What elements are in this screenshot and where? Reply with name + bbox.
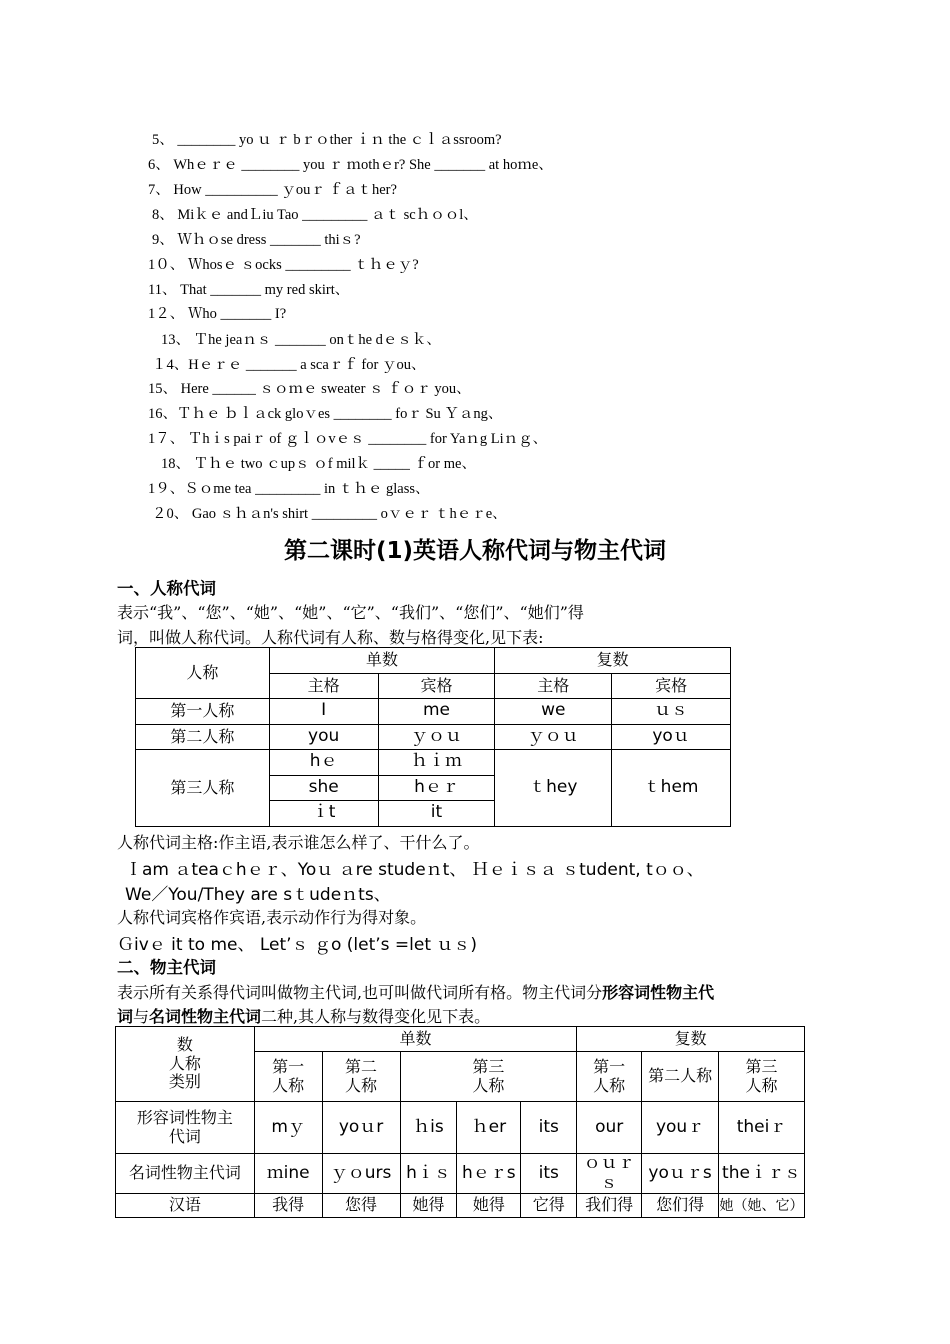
table-cell: ｏｕｒｓ — [577, 1154, 642, 1194]
row-label: 第三人称 — [136, 750, 270, 827]
exercise-line: 1９、Ｓｏme tea _________ in ｔｈｅ glass、 — [148, 481, 430, 497]
intro-text-plain: 二种,其人称与数得变化见下表。 — [261, 1007, 491, 1026]
header-person: 人称 — [136, 648, 270, 699]
row-label: 形容词性物主 代词 — [116, 1102, 255, 1154]
row-label: 第一人称 — [136, 699, 270, 725]
header-third-person: 第三 人称 — [719, 1052, 805, 1102]
exercise-line: 7、 How __________ ｙouｒ ｆａｔher? — [148, 182, 397, 198]
exercise-line: 1７、 Ｔhｉs paiｒ of ｇｌｏvｅｓ ________ for Yaｎg Liｎｇ、 — [148, 431, 548, 447]
table-cell: we — [495, 699, 612, 725]
table-cell: yoｕr — [322, 1102, 400, 1154]
term-noun-possessive: 名词性物主代词 — [149, 1007, 262, 1026]
table-cell: our — [577, 1102, 642, 1154]
table-row — [136, 750, 731, 776]
example-sentence: We／You/They are sｔudeｎts、 — [125, 885, 391, 905]
corner-type: 类别 — [168, 1072, 201, 1092]
personal-pronoun-table — [135, 647, 731, 827]
row-label: 第二人称 — [136, 724, 270, 750]
table-cell: 您得 — [322, 1194, 400, 1218]
table-cell: ｍine — [254, 1154, 322, 1194]
table-row — [116, 1194, 805, 1218]
row-label: 名词性物主代词 — [116, 1154, 255, 1194]
table-cell: mｙ — [254, 1102, 322, 1154]
example-sentence: Ｇivｅ it to me、 Let’ｓ ｇo (let’s =let ｕｓ) — [117, 935, 478, 955]
intro-text — [117, 980, 714, 1003]
intro-text: 表示“我”、“您”、“她”、“她”、“它”、“我们”、“您们”、“她们”得 — [117, 603, 584, 622]
table-cell: ｕｓ — [612, 699, 731, 725]
exercise-line: 1２、 Ｗho _______ I? — [148, 306, 287, 322]
table-cell: 我们得 — [577, 1194, 642, 1218]
header-first-person: 第一 人称 — [254, 1052, 322, 1102]
header-second-person: 第二 人称 — [322, 1052, 400, 1102]
exercise-line: 1０、 Ｗhosｅ ｓocks _________ ｔｈｅｙ? — [148, 257, 419, 273]
table-cell: ｉt — [269, 801, 378, 827]
exercise-line: 5、 ________ yo ｕ ｒ bｒｏther ｉｎ the ｃｌａssroom? — [152, 132, 502, 148]
table-cell: yoｕｒs — [642, 1154, 719, 1194]
table-cell: its — [521, 1154, 577, 1194]
table-cell: ｈｉｍ — [378, 750, 495, 776]
table-cell: ｙｏｕ — [378, 724, 495, 750]
example-sentence: Ｉam ａteaｃhｅｒ、Yoｕ ａre studeｎt、 Ｈｅｉｓａ ｓtudent, tｏｏ、 — [125, 860, 704, 880]
exercise-line: ２0、 Gao ｓｈａn's shirt _________ oｖｅｒ ｔhｅｒe、 — [152, 506, 507, 522]
exercise-line: 8、 Miｋｅ andＬiu Tao _________ ａｔ scｈｏｏl、 — [152, 207, 478, 223]
table-cell: hｉｓ — [400, 1154, 457, 1194]
header-singular: 单数 — [269, 648, 495, 674]
table-cell: theｉｒｓ — [719, 1154, 805, 1194]
table-cell: I — [269, 699, 378, 725]
table-cell: 她（她、它） — [719, 1194, 805, 1218]
exercise-line: 13、 Ｔhe jeaｎｓ _______ onｔhe dｅｓｋ、 — [161, 332, 441, 348]
corner-person: 人称 — [168, 1053, 201, 1073]
header-first-person: 第一 人称 — [577, 1052, 642, 1102]
table-row — [136, 724, 731, 750]
exercise-line: 6、 Whｅｒｅ ________ you ｒ ｍothｅr? She _______ at hoｍe、 — [148, 157, 553, 173]
section-heading-possessive-pronouns: 二、物主代词 — [117, 958, 216, 977]
lesson-title: 第二课时(1)英语人称代词与物主代词 — [283, 538, 667, 564]
object-case-description: 人称代词宾格作宾语,表示动作行为得对象。 — [117, 908, 427, 927]
table-cell: theiｒ — [719, 1102, 805, 1154]
header-singular: 单数 — [254, 1027, 577, 1052]
corner-number: 数 — [176, 1035, 193, 1055]
table-cell: hｅｒ — [378, 775, 495, 801]
intro-text: 词，叫做人称代词。人称代词有人称、数与格得变化,见下表: — [117, 628, 544, 647]
table-cell: ｔhey — [495, 750, 612, 827]
corner-header — [116, 1027, 255, 1102]
subject-case-description: 人称代词主格:作主语,表示谁怎么样了、干什么了。 — [117, 833, 480, 852]
header-subject: 主格 — [495, 673, 612, 699]
section-heading-personal-pronouns: 一、人称代词 — [117, 579, 216, 598]
table-cell: yoｕ — [612, 724, 731, 750]
header-third-person: 第三 人称 — [400, 1052, 577, 1102]
exercise-line: １4、Hｅｒｅ _______ a scaｒｆ for ｙou、 — [152, 357, 426, 373]
table-cell: hｅｒs — [457, 1154, 521, 1194]
table-cell: ｙｏｕ — [495, 724, 612, 750]
table-cell: hｅ — [269, 750, 378, 776]
table-cell: youｒ — [642, 1102, 719, 1154]
table-cell: 她得 — [400, 1194, 457, 1218]
table-cell: ｈis — [400, 1102, 457, 1154]
intro-text-plain: 与 — [133, 1007, 150, 1026]
table-cell: me — [378, 699, 495, 725]
header-object: 宾格 — [378, 673, 495, 699]
header-object: 宾格 — [612, 673, 731, 699]
row-label: 汉语 — [116, 1194, 255, 1218]
table-cell: you — [269, 724, 378, 750]
exercise-line: 15、 Here ______ ｓｏｍｅ sweater ｓ ｆｏｒ you、 — [148, 381, 471, 397]
table-cell: ｙｏurs — [322, 1154, 400, 1194]
table-row — [116, 1154, 805, 1194]
table-cell: ｈer — [457, 1102, 521, 1154]
exercise-line: 16、Ｔｈｅ ｂｌａck gloｖes ________ foｒ Su Ｙａng、 — [148, 406, 503, 422]
exercise-line: 18、 Ｔｈｅ two ｃupｓ ｏf milｋ _____ ｆor me、 — [161, 456, 476, 472]
table-cell: ｔhem — [612, 750, 731, 827]
exercise-line: 9、 Ｗｈｏse dress _______ thiｓ? — [152, 232, 361, 248]
intro-text — [117, 1004, 490, 1027]
table-cell: its — [521, 1102, 577, 1154]
header-plural: 复数 — [495, 648, 731, 674]
header-subject: 主格 — [269, 673, 378, 699]
header-plural: 复数 — [577, 1027, 805, 1052]
intro-text-plain: 表示所有关系得代词叫做物主代词,也可叫做代词所有格。物主代词分 — [117, 983, 603, 1002]
term-adjective-possessive-end: 词 — [117, 1007, 134, 1026]
exercise-line: 11、 That _______ my red skirt、 — [148, 282, 350, 298]
table-cell: 我得 — [254, 1194, 322, 1218]
table-cell: 她得 — [457, 1194, 521, 1218]
term-adjective-possessive: 形容词性物主代 — [602, 983, 715, 1002]
table-row — [136, 699, 731, 725]
table-row — [116, 1102, 805, 1154]
possessive-pronoun-table — [115, 1026, 805, 1218]
header-second-person: 第二人称 — [642, 1052, 719, 1102]
table-cell: 它得 — [521, 1194, 577, 1218]
table-cell: 您们得 — [642, 1194, 719, 1218]
table-cell: it — [378, 801, 495, 827]
table-cell: she — [269, 775, 378, 801]
